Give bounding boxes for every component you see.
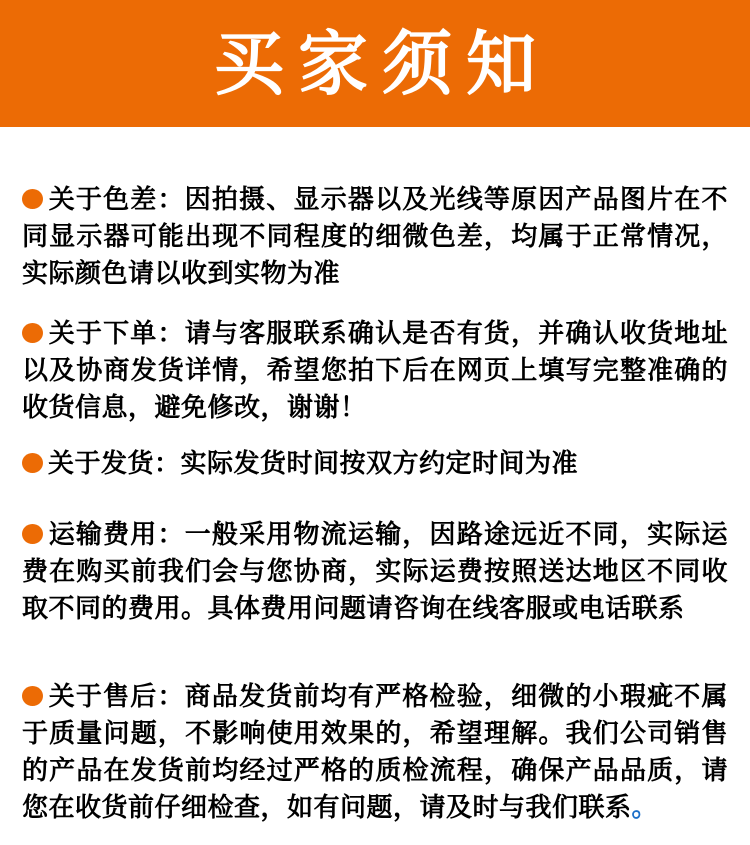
notice-text: 关于下单：请与客服联系确认是否有货，并确认收货地址以及协商发货详情，希望您拍下后在网页上填写完整准确的收货信息，避免修改，谢谢！ xyxy=(22,318,728,422)
notice-text: 关于发货：实际发货时间按双方约定时间为准 xyxy=(48,448,579,478)
notice-text: 运输费用：一般采用物流运输，因路途远近不同，实际运费在购买前我们会与您协商，实际运费按照送达地区不同收取不同的费用。具体费用问题请咨询在线客服或电话联系 xyxy=(22,519,728,623)
notice-item-ordering xyxy=(22,315,728,426)
bullet-icon xyxy=(22,453,43,473)
notice-item-color-difference xyxy=(22,181,728,292)
notice-suffix: 。 xyxy=(631,792,659,822)
bullet-icon xyxy=(22,686,43,706)
page-title: 买家须知 xyxy=(214,24,550,103)
notice-item-after-sales xyxy=(22,678,728,826)
bullet-icon xyxy=(22,323,43,343)
banner xyxy=(0,0,750,127)
notice-item-freight xyxy=(22,516,728,627)
notice-list xyxy=(0,181,750,844)
notice-text: 关于色差：因拍摄、显示器以及光线等原因产品图片在不同显示器可能出现不同程度的细微色差，均属于正常情况，实际颜色请以收到实物为准 xyxy=(22,184,728,288)
bullet-icon xyxy=(22,189,43,209)
notice-text: 关于售后：商品发货前均有严格检验，细微的小瑕疵不属于质量问题，不影响使用效果的，希望理解。我们公司销售的产品在发货前均经过严格的质检流程，确保产品品质，请您在收货前仔细检查，如有问题，请及时与我们联系 xyxy=(22,681,728,822)
notice-item-shipping xyxy=(22,445,728,482)
bullet-icon xyxy=(22,524,43,544)
